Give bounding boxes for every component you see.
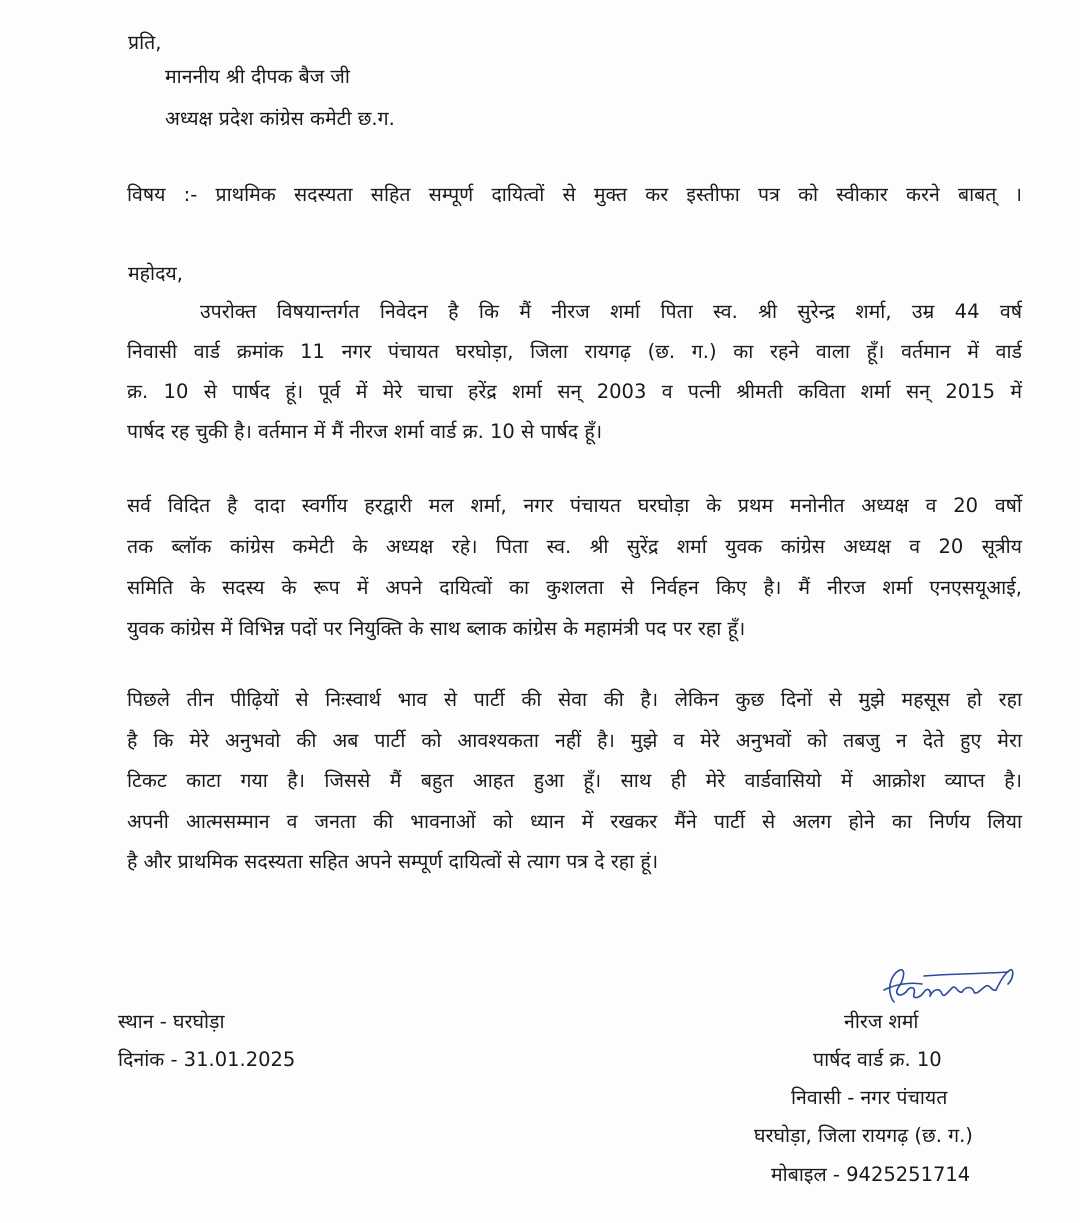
- paragraph2-line: समिति के सदस्य के रूप में अपने दायित्वों का कुशलता से निर्वहन किए है। मैं नीरज शर्मा एनएसयूआई,: [127, 576, 1022, 599]
- signatory-name: नीरज शर्मा: [844, 1010, 919, 1033]
- paragraph1-line: पार्षद रह चुकी है। वर्तमान में मैं नीरज शर्मा वार्ड क्र. 10 से पार्षद हूँ।: [127, 420, 603, 443]
- handwritten-signature: [876, 962, 1026, 1010]
- paragraph3-line: अपनी आत्मसम्मान व जनता की भावनाओं को ध्यान में रखकर मैंने पार्टी से अलग होने का निर्णय लिया: [127, 810, 1022, 833]
- greeting: महोदय,: [128, 262, 183, 285]
- paragraph1-line: क्र. 10 से पार्षद हूं। पूर्व में मेरे चाचा हरेंद्र शर्मा सन् 2003 व पत्नी श्रीमती कविता शर्मा सन् 2015 में: [127, 380, 1022, 403]
- place: स्थान - घरघोड़ा: [118, 1010, 225, 1033]
- paragraph3-line: है कि मेरे अनुभवो की अब पार्टी को आवश्यकता नहीं है। मुझे व मेरे अनुभवों को तबजु न देते हुए मेरा: [127, 729, 1022, 752]
- paragraph2-line: युवक कांग्रेस में विभिन्न पदों पर नियुक्ति के साथ ब्लाक कांग्रेस के महामंत्री पद पर रहा हूँ।: [127, 617, 746, 640]
- paragraph3-line: पिछले तीन पीढ़ियों से निःस्वार्थ भाव से पार्टी की सेवा की है। लेकिन कुछ दिनों से मुझे महसूस हो रहा: [127, 688, 1022, 711]
- signatory-post: पार्षद वार्ड क्र. 10: [813, 1048, 942, 1071]
- paragraph1-line: निवासी वार्ड क्रमांक 11 नगर पंचायत घरघोड़ा, जिला रायगढ़ (छ. ग.) का रहने वाला हूँ। वर्तमान में वार्ड: [127, 340, 1022, 363]
- recipient-name: माननीय श्री दीपक बैज जी: [165, 65, 350, 88]
- signatory-address: घरघोड़ा, जिला रायगढ़ (छ. ग.): [754, 1124, 973, 1147]
- date: दिनांक - 31.01.2025: [118, 1048, 296, 1071]
- signatory-residence: निवासी - नगर पंचायत: [791, 1086, 948, 1109]
- paragraph3-line: है और प्राथमिक सदस्यता सहित अपने सम्पूर्ण दायित्वों से त्याग पत्र दे रहा हूं।: [127, 850, 659, 873]
- paragraph2-line: सर्व विदित है दादा स्वर्गीय हरद्वारी मल शर्मा, नगर पंचायत घरघोड़ा के प्रथम मनोनीत अध्यक्ष व 20 वर्षो: [127, 494, 1022, 517]
- signatory-mobile: मोबाइल - 9425251714: [771, 1163, 971, 1186]
- paragraph1-line: उपरोक्त विषयान्तर्गत निवेदन है कि मैं नीरज शर्मा पिता स्व. श्री सुरेन्द्र शर्मा, उम्र 44 वर्ष: [200, 300, 1022, 323]
- recipient-designation: अध्यक्ष प्रदेश कांग्रेस कमेटी छ.ग.: [165, 107, 395, 130]
- paragraph3-line: टिकट काटा गया है। जिससे मैं बहुत आहत हुआ हूँ। साथ ही मेरे वार्डवासियो में आक्रोश व्याप्त है।: [127, 769, 1022, 792]
- paragraph2-line: तक ब्लॉक कांग्रेस कमेटी के अध्यक्ष रहे। पिता स्व. श्री सुरेंद्र शर्मा युवक कांग्रेस अध्यक्ष व 20 सूत्रीय: [127, 535, 1022, 558]
- salutation-to: प्रति,: [128, 31, 162, 54]
- subject-line: विषय :- प्राथमिक सदस्यता सहित सम्पूर्ण दायित्वों से मुक्त कर इस्तीफा पत्र को स्वीकार करने बाबत् ।: [127, 183, 1022, 206]
